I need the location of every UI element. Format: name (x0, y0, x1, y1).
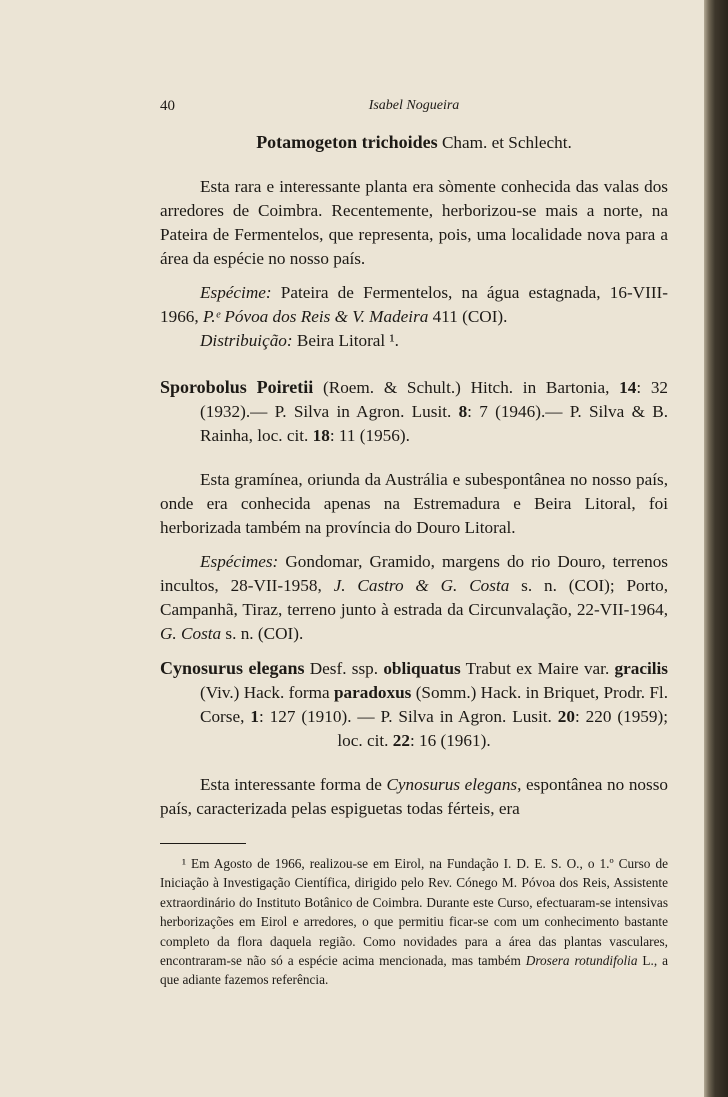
species-name-italic: Drosera rotundifolia (525, 953, 638, 969)
volume-number: 20 (557, 707, 575, 726)
species-heading-sporobolus (160, 375, 668, 448)
collectors: J. Castro & G. Costa (333, 576, 510, 595)
citation-text: : 7 (1946).— P. Silva & B. Rainha, loc. cit. (200, 402, 668, 445)
species-name: Potamogeton trichoides (256, 132, 438, 152)
citation-text: (Somm.) Hack. in Briquet, Prodr. Fl. Corse, (200, 683, 668, 726)
volume-number: 1 (250, 707, 259, 726)
specimens-text: Gondomar, Gramido, margens do rio Douro, terrenos incultos, 28-VII-1958, (160, 552, 668, 595)
citation-text: : 11 (1956). (329, 426, 410, 445)
specimen-label: Espécime: (200, 283, 272, 302)
paragraph-cynosurus (160, 773, 668, 821)
page-number: 40 (160, 98, 175, 114)
specimens-text: s. n. (COI). (221, 624, 304, 643)
running-header (160, 98, 668, 120)
specimen-text: Pateira de Fermentelos, na água estagnada, 16-VIII-1966, (160, 283, 668, 326)
species-name-italic: Cynosurus elegans (386, 775, 518, 794)
footnote (160, 854, 668, 990)
specimens-sporobolus (160, 550, 668, 646)
species-name: Cynosurus elegans (160, 658, 305, 678)
citation-text: : 32 (1932).— P. Silva in Agron. Lusit. (200, 378, 669, 421)
specimen-number: 411 (COI). (428, 307, 508, 326)
footnote-text: L., a que adiante fazemos referência. (160, 953, 668, 988)
specimens-text: s. n. (COI); Porto, Campanhã, Tiraz, terreno junto à estrada da Circunvalação, 22-VII-1964, (160, 576, 668, 619)
species-heading-cynosurus (160, 656, 668, 729)
citation-text: : 220 (1959); (574, 707, 668, 726)
species-name: Sporobolus Poiretii (160, 377, 314, 397)
subspecies-name: obliquatus (383, 659, 461, 678)
citation-text: Trabut ex Maire var. (460, 659, 615, 678)
species-author: Cham. et Schlecht. (441, 133, 572, 152)
volume-number: 14 (619, 378, 637, 397)
volume-number: 8 (458, 402, 468, 421)
paragraph-text: , espontânea no nosso país, caracterizada pelas espiguetas todas férteis, era (160, 775, 669, 818)
citation-text: : 127 (1910). — P. Silva in Agron. Lusit. (258, 707, 558, 726)
footnote-text: , Assistente extraordinário do Instituto Botânico de Coimbra. Durante este Curso, efectuaram-se intensivas herborizações em Eirol e arredores, o que permitiu ficar-se com um conhecimento bastante completo da flora daquela região. Como novidades para a área das plantas vasculares, encontraram-se não só a espécie acima mencionada, mas também (160, 875, 669, 969)
species-heading-potamogeton (160, 130, 668, 155)
citation-text: (Viv.) Hack. forma (200, 683, 334, 702)
footnote-mark: ¹ (182, 856, 186, 871)
page-edge-shadow (704, 0, 728, 1097)
collectors: G. Costa (160, 624, 222, 643)
specimens-label: Espécimes: (200, 552, 279, 571)
distribution-label: Distribuição: (200, 331, 293, 350)
citation-text: (Roem. & Schult.) Hitch. in Bartonia, (313, 378, 620, 397)
specimen-potamogeton (160, 281, 668, 329)
citation-text: loc. cit. (337, 731, 393, 750)
page-content (160, 98, 668, 990)
paragraph-text: Esta interessante forma de (200, 775, 387, 794)
collectors: P.ᵉ Póvoa dos Reis & V. Madeira (202, 307, 429, 326)
volume-number: 22 (392, 731, 410, 750)
distribution-text: Beira Litoral ¹. (292, 331, 399, 350)
citation-text: : 16 (1961). (409, 731, 491, 750)
form-name: paradoxus (334, 683, 412, 702)
volume-number: 18 (312, 426, 330, 445)
paragraph-sporobolus: Esta gramínea, oriunda da Austrália e subespontânea no nosso país, onde era conhecida apenas na Estremadura e Beira Litoral, foi herborizada também na província do Douro Litoral. (160, 470, 668, 537)
citation-text: Desf. ssp. (304, 659, 384, 678)
citation-loc-cit (160, 729, 668, 753)
person-name: Póvoa dos Reis (521, 875, 607, 891)
footnote-rule (160, 843, 246, 844)
distribution-potamogeton (160, 329, 668, 353)
running-title: Isabel Nogueira (368, 98, 460, 113)
footnote-text: Em Agosto de 1966, realizou-se em Eirol, na Fundação I. D. E. S. O., o 1.º Curso de Iniciação à Investigação Científica, dirigido pelo Rev. Cónego M. (160, 856, 668, 891)
paragraph-potamogeton: Esta rara e interessante planta era sòmente conhecida das valas dos arredores de Coimbra. Recentemente, herborizou-se mais a norte, na Pateira de Fermentelos, que representa, pois, uma localidade nova para a área da espécie no nosso país. (160, 177, 668, 268)
variety-name: gracilis (614, 659, 668, 678)
